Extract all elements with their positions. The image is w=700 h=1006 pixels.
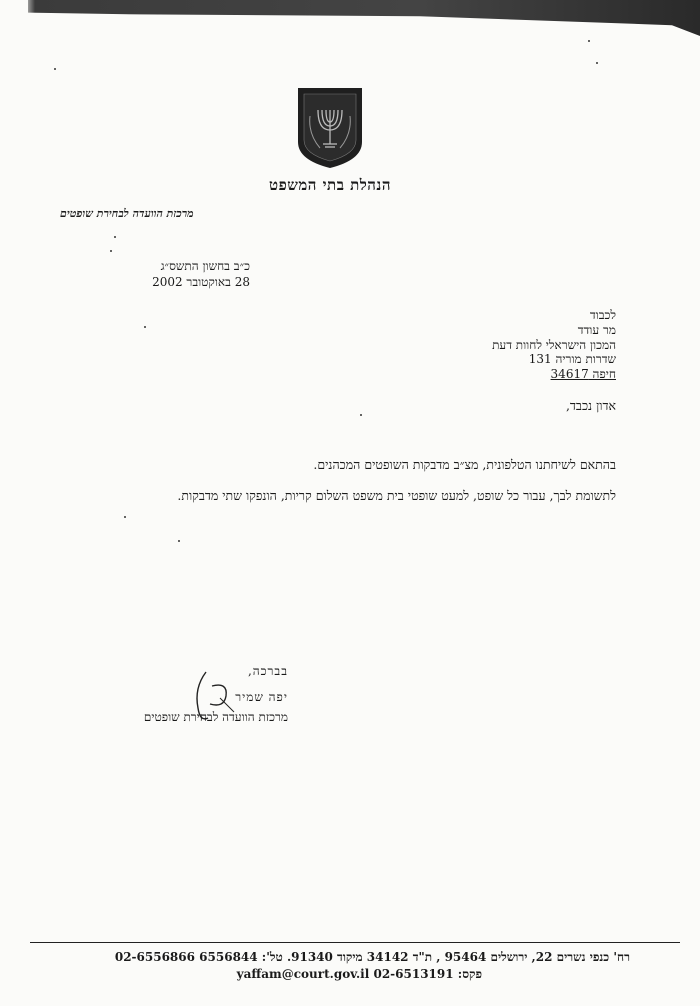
signer-title: מרכזת הוועדה לבחירת שופטים xyxy=(143,710,288,724)
signer-name: יפה שמיר xyxy=(235,690,288,704)
state-emblem-icon xyxy=(296,86,364,170)
letter-date xyxy=(140,258,250,290)
scan-speck xyxy=(144,326,146,328)
scan-speck xyxy=(114,236,116,238)
body-paragraph-1: בהתאם לשיחתנו הטלפונית, מצ״ב מדבקות השופטים המכהנים. xyxy=(313,457,616,472)
scan-speck xyxy=(596,62,598,64)
scan-speck xyxy=(54,68,56,70)
scan-speck xyxy=(588,40,590,42)
scan-speck xyxy=(110,250,112,252)
scan-speck xyxy=(124,516,126,518)
recipient-city: חיפה 34617 xyxy=(550,367,616,382)
footer-address-phone: רח' כנפי נשרים 22, ירושלים 95464 , ת"ד 34142 מיקוד 91340. טל': 6556844 02-6556866 xyxy=(114,950,630,964)
date-gregorian: 28 באוקטובר 2002 xyxy=(152,275,250,289)
recipient-name: מר עודד xyxy=(577,322,616,337)
department-name: מרכזת הוועדה לבחירת שופטים xyxy=(60,207,194,220)
greeting: אדון נכבד, xyxy=(565,398,616,413)
body-paragraph-2: לתשומת לבך, עבור כל שופט, למעט שופטי בית משפט השלום קריות, הונפקו שתי מדבקות. xyxy=(177,488,616,503)
date-hebrew: כ״ב בחשון התשס״ג xyxy=(160,259,250,273)
footer-fax-email: פקס: 02-6513191 yaffam@court.gov.il xyxy=(236,967,482,981)
scan-speck xyxy=(178,540,180,542)
closing: בברכה, xyxy=(247,664,288,678)
scan-edge-shadow xyxy=(0,0,700,36)
footer-divider xyxy=(30,942,680,943)
recipient-organization: המכון הישראלי לחוות דעת xyxy=(492,337,616,352)
recipient-salutation: לכבוד xyxy=(589,308,616,322)
organization-title: הנהלת בתי המשפט xyxy=(269,176,391,194)
recipient-address xyxy=(400,308,616,382)
recipient-street: שדרות מוריה 131 xyxy=(528,352,616,367)
scan-speck xyxy=(360,414,362,416)
